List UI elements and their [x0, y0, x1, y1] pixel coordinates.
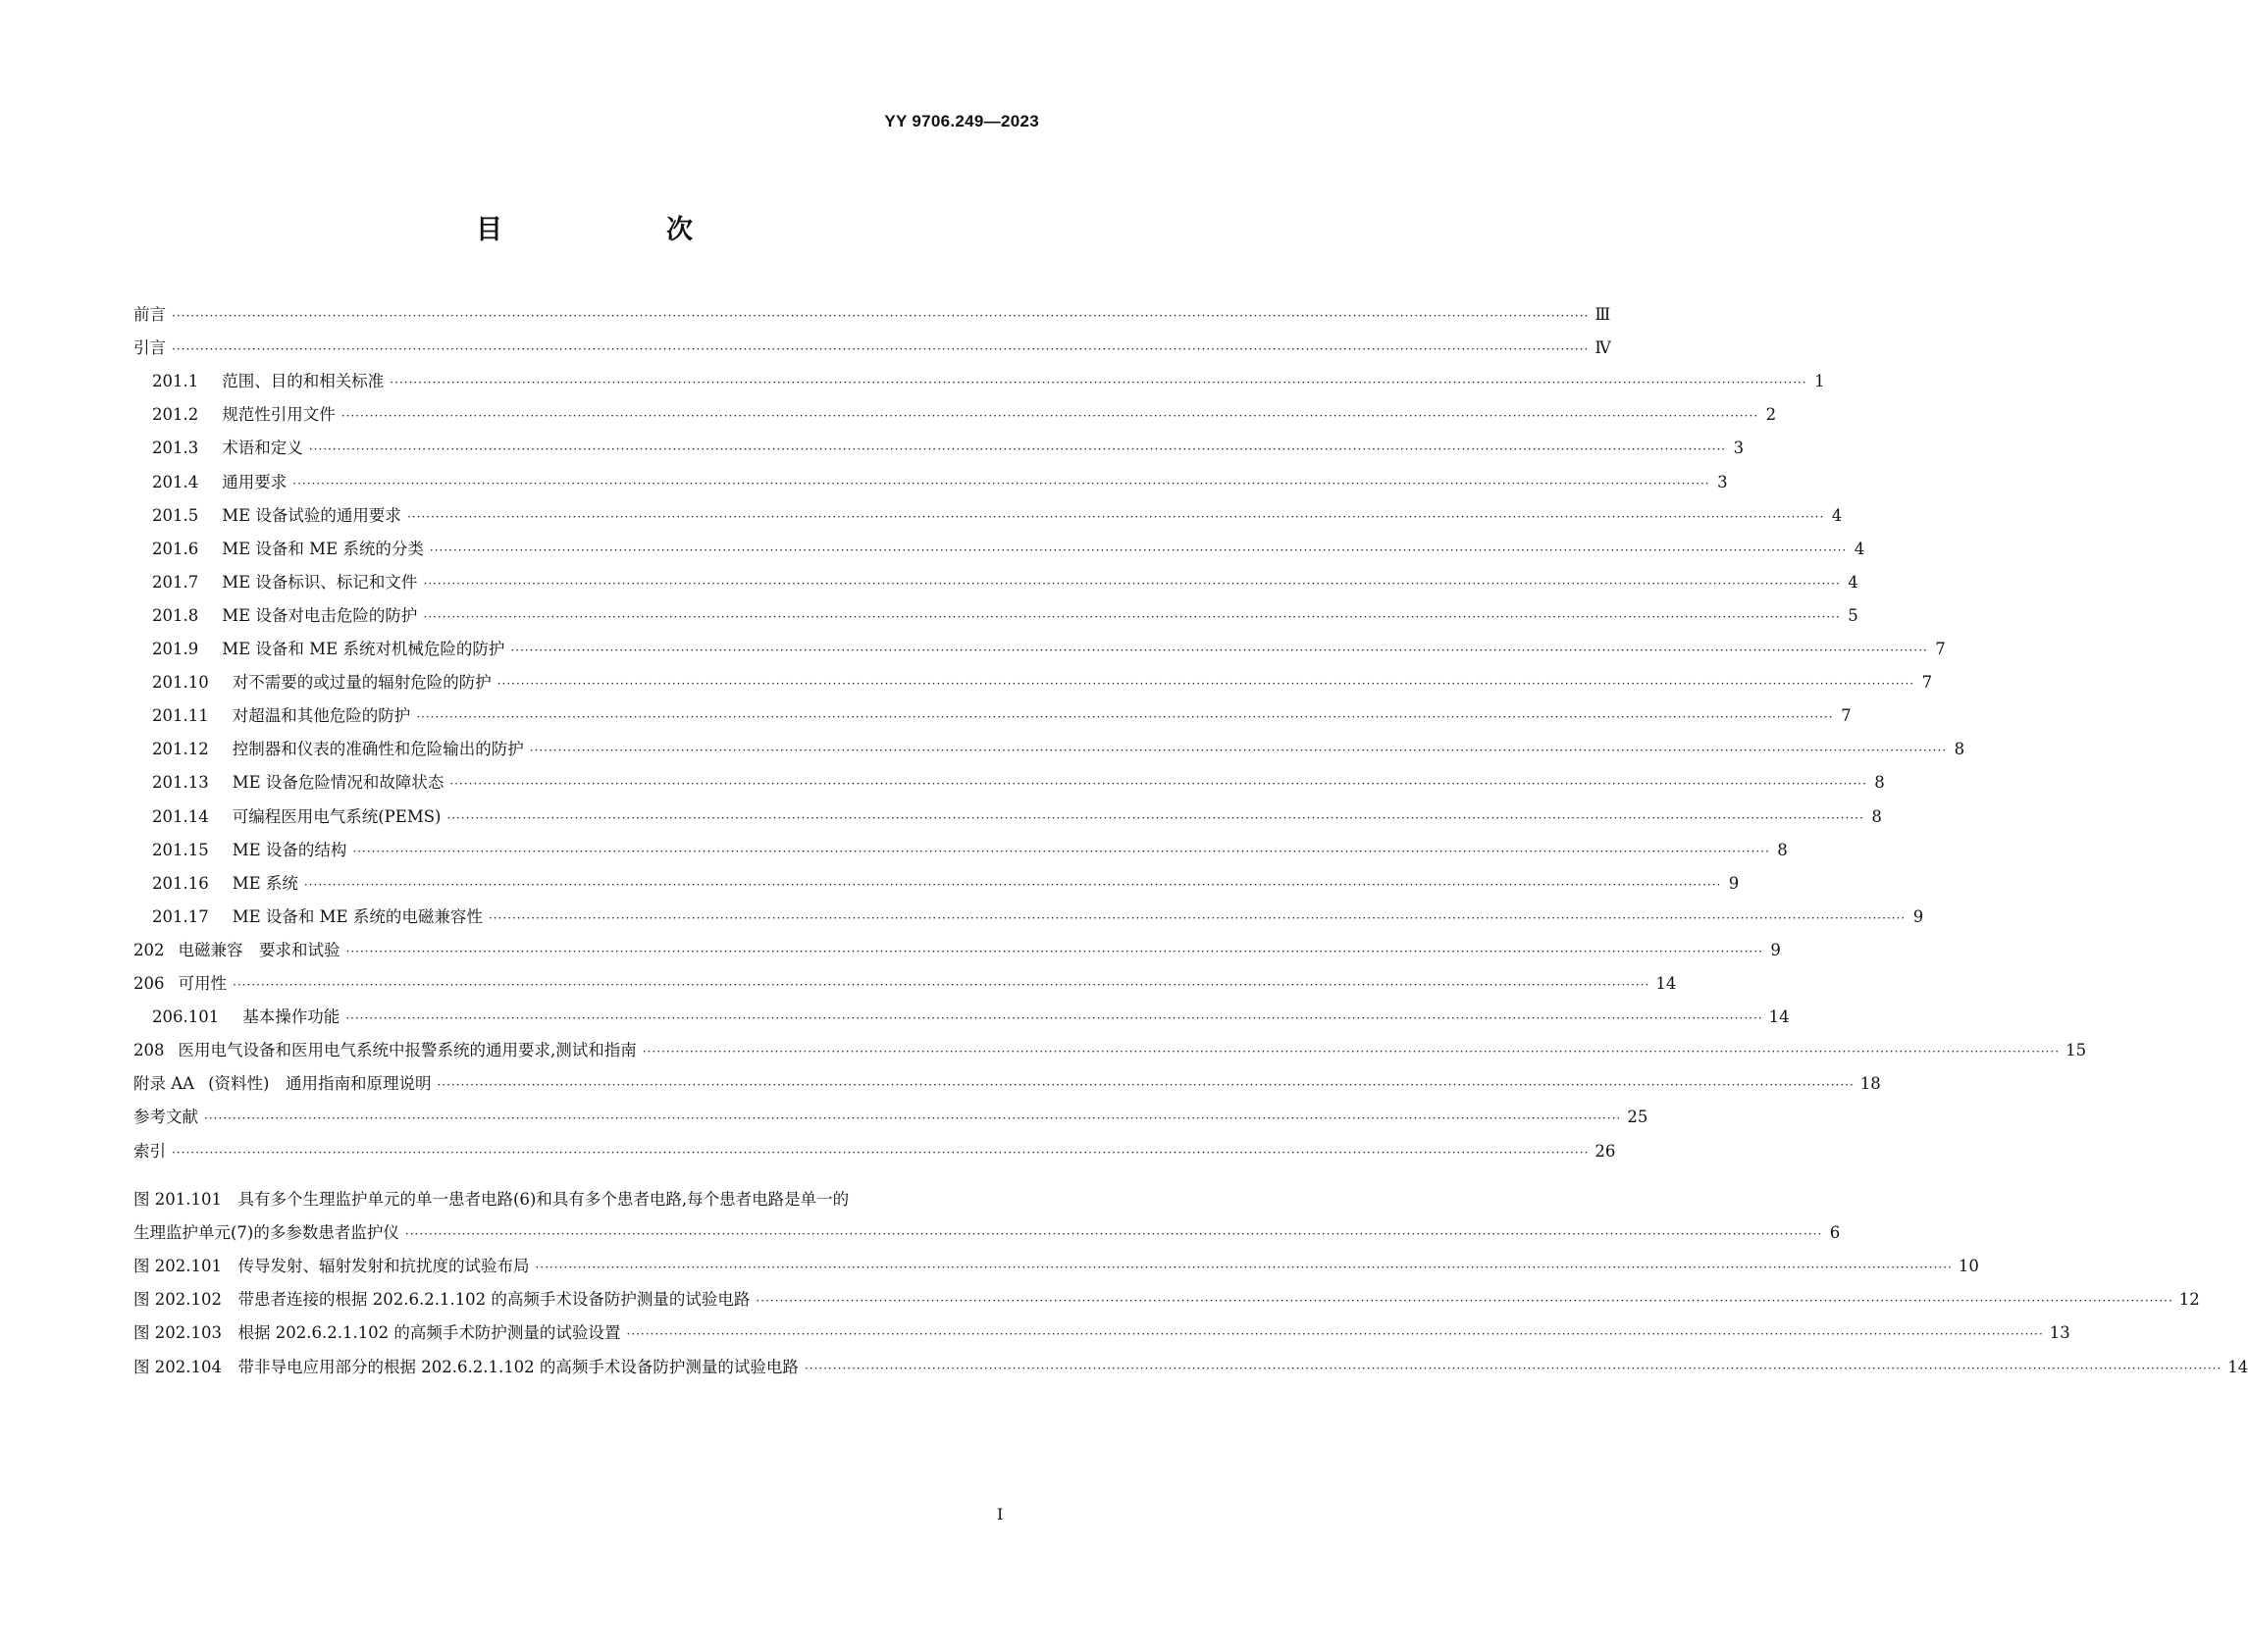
toc-entry-number: 201.12 — [152, 740, 209, 759]
toc-entry[interactable] — [133, 1104, 1648, 1131]
toc-entry[interactable] — [152, 368, 1825, 395]
leader-dots: ············································································································································································································································································································ — [510, 644, 1928, 657]
toc-entry-label: 可用性 — [178, 974, 227, 993]
toc-entry-label: (资料性) 通用指南和原理说明 — [208, 1074, 432, 1094]
toc-entry-page: 8 — [1954, 740, 1965, 759]
toc-entry-number: 201.6 — [152, 539, 199, 558]
toc-entry[interactable] — [133, 335, 1611, 362]
toc-entry-page: 4 — [1831, 505, 1843, 525]
leader-dots: ············································································································································································································································································································ — [626, 1327, 2044, 1342]
toc-entry[interactable] — [152, 903, 1924, 931]
toc-entry[interactable] — [133, 1037, 2087, 1064]
toc-entry-page: 4 — [1854, 539, 1865, 558]
toc-entry-page: 4 — [1848, 572, 1858, 592]
toc-entry-page: 25 — [1627, 1108, 1648, 1127]
toc-entry-number: 附录 AA — [133, 1074, 195, 1094]
toc-entry-label: ME 设备和 ME 系统对机械危险的防护 — [222, 640, 505, 658]
toc-entry[interactable] — [152, 702, 1852, 730]
leader-dots: ············································································································································································································································································································ — [449, 777, 1867, 792]
toc-entry-page: 1 — [1814, 372, 1825, 391]
toc-entry-label: 术语和定义 — [222, 439, 303, 458]
figure-entry-page: 12 — [2178, 1290, 2200, 1310]
figure-entry[interactable] — [133, 1219, 1841, 1247]
toc-entry-page: 7 — [1921, 673, 1933, 693]
toc-entry-number: 201.5 — [152, 505, 199, 525]
leader-dots: ············································································································································································································································································································ — [345, 944, 1763, 958]
figure-entry[interactable] — [133, 1253, 1979, 1280]
leader-dots: ············································································································································································································································································································ — [423, 609, 1841, 624]
toc-entry-number: 201.10 — [152, 673, 209, 693]
toc-entry[interactable] — [133, 1070, 1881, 1098]
leader-dots: ············································································································································································································································································································ — [488, 910, 1907, 925]
toc-entry-label: 可编程医用电气系统(PEMS) — [232, 806, 442, 826]
leader-dots: ············································································································································································································································································································ — [390, 376, 1807, 390]
toc-entry-number: 208 — [133, 1041, 165, 1060]
toc-entry-label: ME 设备标识、标记和文件 — [222, 572, 418, 592]
toc-entry-label: ME 设备和 ME 系统的电磁兼容性 — [232, 906, 483, 926]
leader-dots: ············································································································································································································································································································ — [308, 442, 1727, 457]
figure-entry-first-line[interactable]: 图 201.101 具有多个生理监护单元的单一患者电路(6)和具有多个患者电路,每个患者电路是单一的 — [133, 1190, 850, 1209]
figure-entry-page: 10 — [1958, 1257, 1979, 1276]
toc-entry[interactable] — [152, 636, 1946, 663]
toc-entry-number: 201.14 — [152, 806, 209, 826]
toc-entry-number: 201.7 — [152, 572, 199, 592]
leader-dots: ············································································································································································································································································································ — [423, 576, 1841, 591]
figure-entry-page: 13 — [2049, 1323, 2070, 1343]
toc-entry-page: 26 — [1595, 1141, 1616, 1161]
figure-entry-label: 图 202.101 传导发射、辐射发射和抗扰度的试验布局 — [133, 1257, 530, 1276]
toc-entry[interactable] — [133, 1138, 1616, 1165]
toc-entry-number: 206.101 — [152, 1007, 220, 1027]
leader-dots: ············································································································································································································································································································ — [172, 342, 1590, 357]
leader-dots: ············································································································································································································································································································ — [345, 1011, 1763, 1026]
toc-entry-number: 201.1 — [152, 372, 199, 391]
leader-dots: ············································································································································································································································································································ — [429, 542, 1848, 557]
figure-entry-label: 图 202.103 根据 202.6.2.1.102 的高频手术防护测量的试验设置 — [133, 1323, 621, 1343]
toc-entry[interactable] — [133, 301, 1611, 329]
toc-entry-page: Ⅳ — [1595, 338, 1611, 358]
leader-dots: ············································································································································································································································································································ — [642, 1045, 2061, 1059]
leader-dots: ············································································································································································································································································································ — [204, 1111, 1622, 1126]
page-folio: I — [997, 1505, 1004, 1523]
leader-dots: ············································································································································································································································································································ — [756, 1294, 2173, 1309]
toc-entry-label: 引言 — [133, 338, 166, 358]
leader-dots: ············································································································································································································································································································ — [352, 844, 1770, 858]
toc-entry-label: ME 设备和 ME 系统的分类 — [222, 539, 424, 558]
toc-entry-number: 201.2 — [152, 405, 199, 425]
toc-entry-page: 7 — [1935, 640, 1946, 658]
toc-entry-number: 201.9 — [152, 640, 199, 658]
leader-dots: ············································································································································································································································································································ — [446, 810, 1864, 825]
toc-entry-page: 14 — [1768, 1007, 1790, 1027]
toc-entry-page: Ⅲ — [1595, 305, 1611, 324]
toc-entry-label: 基本操作功能 — [242, 1007, 340, 1027]
toc-entry-page: 14 — [1655, 974, 1677, 993]
toc-entry-label: ME 设备试验的通用要求 — [222, 505, 401, 525]
figure-entry-label: 生理监护单元(7)的多参数患者监护仪 — [133, 1223, 399, 1243]
figure-entry-label: 图 202.102 带患者连接的根据 202.6.2.1.102 的高频手术设备防护测量的试验电路 — [133, 1290, 751, 1310]
toc-entry-page: 18 — [1859, 1074, 1881, 1094]
toc-entry-label: 对超温和其他危险的防护 — [232, 706, 411, 726]
toc-entry[interactable] — [133, 970, 1677, 998]
leader-dots: ············································································································································································································································································································ — [172, 1145, 1590, 1160]
toc-entry-page: 3 — [1717, 472, 1728, 491]
leader-dots: ············································································································································································································································································································ — [172, 309, 1590, 323]
toc-entry[interactable] — [152, 837, 1788, 864]
leader-dots: ············································································································································································································································································································ — [416, 710, 1834, 725]
toc-entry-number: 201.8 — [152, 605, 199, 625]
leader-dots: ············································································································································································································································································································ — [529, 744, 1948, 758]
toc-entry-label: ME 设备的结构 — [232, 840, 347, 859]
toc-entry-number: 201.3 — [152, 439, 199, 458]
toc-entry-number: 201.13 — [152, 773, 209, 793]
toc-entry[interactable] — [152, 536, 1865, 563]
toc-entry-number: 201.4 — [152, 472, 199, 491]
toc-entry-number: 206 — [133, 974, 165, 993]
toc-entry[interactable] — [152, 803, 1882, 831]
leader-dots: ············································································································································································································································································································ — [340, 409, 1759, 424]
leader-dots: ············································································································································································································································································································ — [233, 978, 1650, 992]
toc-entry-label: ME 设备危险情况和故障状态 — [232, 773, 444, 793]
toc-entry-label: ME 设备对电击危险的防护 — [222, 605, 418, 625]
toc-entry-label: 控制器和仪表的准确性和危险输出的防护 — [232, 740, 524, 759]
toc-entry-number: 201.11 — [152, 706, 209, 726]
toc-entry[interactable] — [152, 870, 1740, 898]
toc-entry[interactable] — [152, 736, 1965, 763]
toc-entry-label: 通用要求 — [222, 472, 288, 491]
toc-entry-number: 201.15 — [152, 840, 209, 859]
toc-entry-page: 9 — [1912, 906, 1924, 926]
standard-code: YY 9706.249—2023 — [884, 112, 1039, 130]
toc-entry[interactable] — [152, 401, 1777, 429]
toc-entry-page: 5 — [1848, 605, 1858, 625]
toc-entry[interactable] — [152, 435, 1745, 462]
toc-entry[interactable] — [152, 569, 1858, 596]
toc-entry-label: 索引 — [133, 1141, 166, 1161]
leader-dots: ············································································································································································································································································································ — [292, 476, 1710, 490]
page-title: 目 次 — [476, 215, 761, 245]
toc-entry[interactable] — [152, 669, 1933, 697]
toc-entry-label: 电磁兼容 要求和试验 — [178, 940, 340, 959]
leader-dots: ············································································································································································································································································································ — [404, 1227, 1823, 1242]
toc-entry-label: 前言 — [133, 305, 166, 324]
toc-entry-page: 2 — [1765, 405, 1777, 425]
toc-entry-label: ME 系统 — [232, 873, 298, 893]
toc-entry[interactable] — [152, 469, 1728, 496]
toc-entry-number: 202 — [133, 940, 165, 959]
toc-entry-label: 规范性引用文件 — [222, 405, 336, 425]
toc-entry-label: 医用电气设备和医用电气系统中报警系统的通用要求,测试和指南 — [178, 1041, 637, 1060]
toc-entry-page: 8 — [1874, 773, 1885, 793]
toc-entry[interactable] — [152, 769, 1885, 797]
figure-entry[interactable] — [133, 1319, 2070, 1347]
toc-entry-label: 对不需要的或过量的辐射危险的防护 — [232, 673, 492, 693]
leader-dots: ············································································································································································································································································································ — [804, 1361, 2222, 1375]
toc-entry-page: 3 — [1733, 439, 1745, 458]
figure-entry[interactable] — [133, 1286, 2200, 1314]
toc-entry-number: 201.16 — [152, 873, 209, 893]
leader-dots: ············································································································································································································································································································ — [406, 509, 1825, 524]
toc-entry[interactable] — [133, 937, 1781, 964]
toc-entry[interactable] — [152, 502, 1843, 530]
toc-entry-page: 9 — [1728, 873, 1740, 893]
leader-dots: ············································································································································································································································································································ — [303, 877, 1722, 892]
figure-entry-page: 14 — [2227, 1357, 2248, 1376]
toc-entry-page: 9 — [1770, 940, 1781, 959]
toc-entry-page: 8 — [1871, 806, 1882, 826]
toc-entry[interactable] — [152, 602, 1858, 630]
toc-entry-label: 参考文献 — [133, 1108, 198, 1127]
toc-entry-page: 15 — [2065, 1041, 2087, 1060]
toc-entry-label: 范围、目的和相关标准 — [222, 372, 385, 391]
toc-entry[interactable] — [152, 1004, 1790, 1031]
toc-entry-page: 8 — [1777, 840, 1788, 859]
figure-entry[interactable] — [133, 1354, 2248, 1381]
toc-entry-page: 7 — [1841, 706, 1852, 726]
figure-entry-label: 图 202.104 带非导电应用部分的根据 202.6.2.1.102 的高频手术设备防护测量的试验电路 — [133, 1357, 799, 1376]
figure-entry-page: 6 — [1829, 1223, 1841, 1243]
leader-dots: ············································································································································································································································································································ — [535, 1261, 1953, 1275]
leader-dots: ············································································································································································································································································································ — [437, 1078, 1855, 1093]
leader-dots: ············································································································································································································································································································ — [497, 677, 1915, 692]
toc-entry-number: 201.17 — [152, 906, 209, 926]
